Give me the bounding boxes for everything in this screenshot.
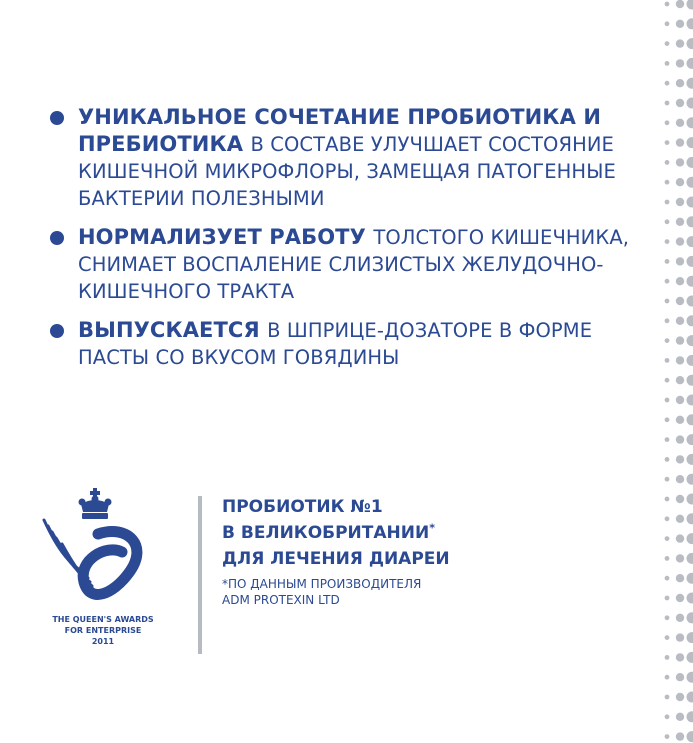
- border-dot: [665, 160, 670, 165]
- border-dot: [687, 553, 693, 564]
- border-dot: [676, 257, 684, 265]
- border-dot: [676, 336, 684, 344]
- border-dot: [665, 695, 670, 700]
- border-dot: [665, 140, 670, 145]
- award-caption: [38, 614, 168, 647]
- feature-text: ТОЛСТОГО КИШЕЧНИКА, СНИМАЕТ ВОСПАЛЕНИЕ СЛИЗИСТЫХ ЖЕЛУДОЧНО-КИШЕЧНОГО ТРАКТА: [78, 226, 630, 303]
- border-dot: [665, 61, 670, 66]
- border-dot: [676, 178, 684, 186]
- border-dot: [676, 138, 684, 146]
- border-dot: [665, 497, 670, 502]
- border-dot: [687, 335, 693, 346]
- border-dot: [665, 200, 670, 205]
- border-dot: [665, 457, 670, 462]
- border-dot: [676, 0, 684, 8]
- feature-bold: УНИКАЛЬНОЕ СОЧЕТАНИЕ ПРОБИОТИКА И ПРЕБИОТИКА: [78, 105, 602, 156]
- crown-e-icon: [38, 486, 168, 614]
- border-dot: [665, 417, 670, 422]
- border-dot: [676, 435, 684, 443]
- feature-text: В СОСТАВЕ УЛУЧШАЕТ СОСТОЯНИЕ КИШЕЧНОЙ МИКРОФЛОРЫ, ЗАМЕЩАЯ ПАТОГЕННЫЕ БАКТЕРИИ ПОЛЕЗНЫМИ: [78, 133, 616, 210]
- border-dot: [687, 216, 693, 227]
- border-dot: [676, 495, 684, 503]
- border-dot: [676, 673, 684, 681]
- border-dot: [665, 734, 670, 739]
- border-dot: [665, 556, 670, 561]
- border-dot: [687, 533, 693, 544]
- border-dot: [676, 356, 684, 364]
- border-dot: [676, 237, 684, 245]
- border-dot: [676, 297, 684, 305]
- border-dot: [687, 98, 693, 109]
- border-dot: [676, 574, 684, 582]
- award-line-1: THE QUEEN'S AWARDS: [52, 615, 154, 624]
- border-dot: [687, 593, 693, 604]
- border-dot: [687, 474, 693, 485]
- feature-item-form: [50, 317, 640, 371]
- border-dot: [687, 454, 693, 465]
- border-dot: [665, 536, 670, 541]
- border-dot: [676, 119, 684, 127]
- award-line-2: FOR ENTERPRISE: [64, 626, 142, 635]
- border-dot: [676, 693, 684, 701]
- border-dot: [665, 279, 670, 284]
- feature-text: В ШПРИЦЕ-ДОЗАТОРЕ В ФОРМЕ ПАСТЫ СО ВКУСОМ ГОВЯДИНЫ: [78, 319, 593, 369]
- border-dot: [687, 414, 693, 425]
- border-dot: [665, 2, 670, 7]
- border-dot: [665, 714, 670, 719]
- border-dot: [687, 692, 693, 703]
- border-dot: [676, 99, 684, 107]
- border-dot: [687, 197, 693, 208]
- border-dot: [676, 277, 684, 285]
- border-dot: [676, 158, 684, 166]
- footnote-line-1: *ПО ДАННЫМ ПРОИЗВОДИТЕЛЯ: [222, 577, 422, 591]
- border-dot: [665, 180, 670, 185]
- border-dot: [676, 455, 684, 463]
- border-dot: [687, 672, 693, 683]
- border-dot: [665, 675, 670, 680]
- border-dot: [665, 259, 670, 264]
- border-dot: [676, 653, 684, 661]
- border-dot: [687, 18, 693, 29]
- border-dot: [676, 79, 684, 87]
- dotted-border: [655, 0, 693, 743]
- border-dot: [676, 317, 684, 325]
- claim-block: [222, 494, 622, 608]
- border-dot: [687, 296, 693, 307]
- border-dot: [665, 398, 670, 403]
- border-dot: [676, 59, 684, 67]
- border-dot: [665, 596, 670, 601]
- border-dot: [687, 375, 693, 386]
- border-dot: [676, 396, 684, 404]
- border-dot: [687, 395, 693, 406]
- feature-bold: НОРМАЛИЗУЕТ РАБОТУ: [78, 225, 374, 249]
- claim-line-1: ПРОБИОТИК №1: [222, 497, 383, 517]
- vertical-divider: [198, 496, 202, 654]
- border-dot: [676, 39, 684, 47]
- border-dot: [676, 594, 684, 602]
- border-dot: [676, 554, 684, 562]
- border-dot: [676, 218, 684, 226]
- border-dot: [665, 81, 670, 86]
- border-dot: [665, 516, 670, 521]
- border-dot: [687, 78, 693, 89]
- border-dot: [665, 239, 670, 244]
- bullet-icon: [50, 111, 64, 125]
- border-dot: [676, 713, 684, 721]
- border-dot: [687, 573, 693, 584]
- border-dot: [687, 137, 693, 148]
- border-dot: [687, 38, 693, 49]
- border-dot: [687, 276, 693, 287]
- border-dot: [687, 652, 693, 663]
- feature-bold: ВЫПУСКАЕТСЯ: [78, 318, 268, 342]
- border-dot: [676, 515, 684, 523]
- footnote-line-2: ADM PROTEXIN LTD: [222, 593, 340, 607]
- border-dot: [665, 635, 670, 640]
- bullet-icon: [50, 231, 64, 245]
- border-dot: [687, 315, 693, 326]
- border-dot: [676, 198, 684, 206]
- border-dot: [676, 416, 684, 424]
- border-dot: [687, 711, 693, 722]
- border-dot: [687, 632, 693, 643]
- award-year: 2011: [91, 637, 115, 646]
- border-dot: [687, 355, 693, 366]
- footnote: [222, 576, 622, 608]
- border-dot: [687, 58, 693, 69]
- border-dot: [687, 236, 693, 247]
- claim-line-2: [222, 520, 622, 546]
- border-dot: [665, 358, 670, 363]
- queens-award-logo: [38, 486, 168, 656]
- border-dot: [665, 299, 670, 304]
- border-dot: [687, 434, 693, 445]
- border-dot: [665, 378, 670, 383]
- border-dot: [665, 576, 670, 581]
- border-dot: [676, 534, 684, 542]
- claim-line-3: ДЛЯ ЛЕЧЕНИЯ ДИАРЕИ: [222, 549, 450, 569]
- border-dot: [665, 615, 670, 620]
- border-dot: [665, 318, 670, 323]
- border-dot: [676, 475, 684, 483]
- border-dot: [665, 219, 670, 224]
- footnote-marker: *: [429, 521, 435, 535]
- border-dot: [687, 612, 693, 623]
- border-dot: [665, 120, 670, 125]
- border-dot: [687, 177, 693, 188]
- feature-list: [50, 104, 640, 383]
- border-dot: [665, 655, 670, 660]
- border-dot: [665, 338, 670, 343]
- border-dot: [676, 614, 684, 622]
- bullet-icon: [50, 324, 64, 338]
- border-dot: [687, 157, 693, 168]
- border-dot: [676, 20, 684, 28]
- border-dot: [687, 117, 693, 128]
- border-dot: [676, 633, 684, 641]
- border-dot: [676, 376, 684, 384]
- border-dot: [687, 494, 693, 505]
- border-dot: [676, 732, 684, 740]
- border-dot: [687, 513, 693, 524]
- border-dot: [665, 21, 670, 26]
- border-dot: [665, 437, 670, 442]
- border-dot: [665, 41, 670, 46]
- border-dot: [687, 0, 693, 10]
- feature-item-probiotic: [50, 104, 640, 212]
- border-dot: [687, 731, 693, 742]
- claim-line-2-text: В ВЕЛИКОБРИТАНИИ: [222, 523, 430, 543]
- border-dot: [665, 101, 670, 106]
- border-dot: [687, 256, 693, 267]
- border-dot: [665, 477, 670, 482]
- feature-item-normalizes: [50, 224, 640, 305]
